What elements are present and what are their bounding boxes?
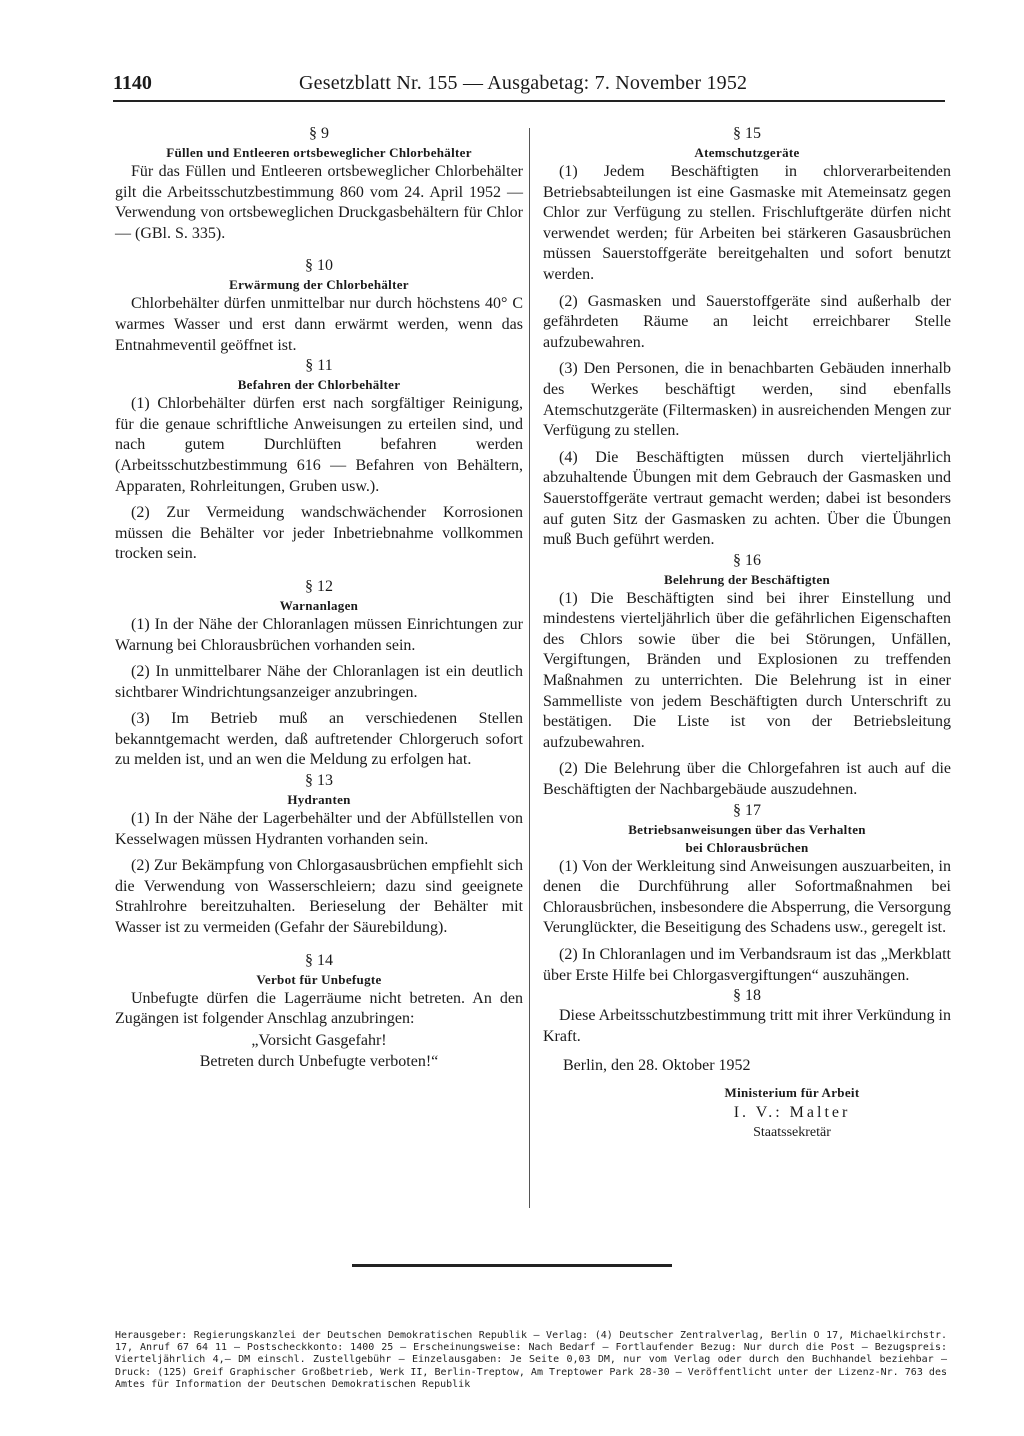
section-title: Erwärmung der Chlorbehälter: [229, 277, 409, 293]
section-18: [543, 986, 951, 1047]
paragraph: (2) In Chloranlagen und im Verbandsraum ist das „Merkblatt über Erste Hilfe bei Chlorgasvergiftungen“ auszuhängen.: [543, 946, 951, 984]
imprint-footer: Herausgeber: Regierungskanzlei der Deutschen Demokratischen Republik — Verlag: (4) Deutscher Zentralverlag, Berlin O 17, Michaelkirchstr. 17, Anruf 67 64 11 — Postscheckkonto: 1400 25 — Erscheinungsweise: Nach Bedarf — Fortlaufender Bezug: Nur durch die Post — Bezugspreis: Vierteljährlich 4,— DM einschl. Zustellgebühr — Einzelausgaben: Je Seite 0,03 DM, nur vom Verlag oder durch den Buchhandel beziehbar — Druck: (125) Greif Graphischer Großbetrieb, Werk II, Berlin-Treptow, Am Treptower Park 28-30 — Veröffentlicht unter der Lizenz-Nr. 763 des Amtes für Information der Deutschen Demokratischen Republik: [115, 1330, 947, 1390]
paragraph: (2) In unmittelbarer Nähe der Chloranlagen ist ein deutlich sichtbarer Windrichtungsanzeiger anzubringen.: [115, 663, 523, 701]
section-number: § 17: [733, 801, 761, 819]
running-head: Gesetzblatt Nr. 155 — Ausgabetag: 7. November 1952: [299, 72, 748, 94]
paragraph: (2) Gasmasken und Sauerstoffgeräte sind außerhalb der gefährdeten Räume an leicht erreichbarer Stelle aufzubewahren.: [543, 292, 951, 351]
section-number: § 11: [305, 357, 333, 375]
paragraph: Unbefugte dürfen die Lagerräume nicht betreten. An den Zugängen ist folgender Anschlag anzubringen:: [115, 989, 523, 1028]
paragraph: (2) Zur Vermeidung wandschwächender Korrosionen müssen die Behälter vor jeder Inbetriebnahme vollkommen trocken sein.: [115, 504, 523, 563]
section-number: § 14: [305, 951, 333, 969]
section-title: Belehrung der Beschäftigten: [663, 571, 831, 587]
paragraph: (1) Chlorbehälter dürfen erst nach sorgfältiger Reinigung, für die genaue schriftliche Anweisungen zu erteilen sind, und nach gutem Durchlüften befahren werden (Arbeitsschutzbestimmung 616 — Befahren von Behältern, Apparaten, Rohrleitungen, Gruben usw.).: [115, 395, 523, 495]
section-17: [543, 801, 951, 987]
section-title: bei Chlorausbrüchen: [685, 839, 809, 855]
section-9: [115, 124, 523, 244]
section-title: Befahren der Chlorbehälter: [237, 377, 401, 393]
paragraph: Chlorbehälter dürfen unmittelbar nur durch höchstens 40° C warmes Wasser und erst dann erwärmt werden, wenn das Entnahmeventil geöffnet ist.: [115, 295, 523, 354]
signature-title: Staatssekretär: [753, 1125, 831, 1141]
section-title: Atemschutzgeräte: [694, 145, 800, 160]
signature-place-date: Berlin, den 28. Oktober 1952: [563, 1057, 751, 1075]
section-number: § 13: [305, 772, 333, 790]
paragraph: (1) Die Beschäftigten sind bei ihrer Einstellung und mindestens vierteljährlich über die gefährlichen Eigenschaften des Chlors sowie über die bei Störungen, Unfällen, Vergiftungen, Bränden und Explosionen zu treffenden Maßnahmen zu unterrichten. Die Belehrung ist in einer Sammelliste von jedem Beschäftigten durch Unterschrift zu bestätigen. Die Liste ist von der Betriebsleitung aufzubewahren.: [543, 589, 951, 751]
section-number: § 18: [733, 987, 761, 1005]
section-number: § 9: [309, 125, 329, 142]
paragraph: (2) Die Belehrung über die Chlorgefahren ist auch auf die Beschäftigten der Nachbargebäude auszudehnen.: [543, 760, 951, 799]
paragraph: (2) Zur Bekämpfung von Chlorgasausbrüchen empfiehlt sich die Verwendung von Wasserschleiern; dazu sind geeignete Strahlrohre bereitzuhalten. Berieselung der Behälter mit Wasser ist zu vermeiden (Gefahr der Säurebildung).: [115, 857, 523, 937]
signature-organization: Ministerium für Arbeit: [724, 1085, 860, 1101]
paragraph: (1) Jedem Beschäftigten in chlorverarbeitenden Betriebsabteilungen ist eine Gasmaske mit Atemeinsatz gegen Chlor zur Verfügung zu stellen. Frischluftgeräte dürfen nicht verwendet werden; für Arbeiten bei stärkeren Gasausbrüchen müssen Sauerstoffgeräte bereitgehalten und sofort benutzt werden.: [543, 163, 951, 283]
page-header: [113, 70, 945, 102]
section-title: Warnanlagen: [279, 597, 359, 613]
right-column: [543, 124, 951, 1143]
page-number: 1140: [113, 72, 152, 94]
end-rule: [352, 1264, 672, 1267]
left-column: [115, 124, 523, 1072]
section-number: § 16: [733, 551, 761, 569]
paragraph: Für das Füllen und Entleeren ortsbeweglicher Chlorbehälter gilt die Arbeitsschutzbestimmung 860 vom 24. April 1952 — Verwendung von ortsbeweglichen Druckgasbehältern für Chlor — (GBl. S. 335).: [115, 163, 523, 242]
signature-name: I. V.: Malter: [733, 1104, 851, 1122]
paragraph: (1) In der Nähe der Lagerbehälter und der Abfüllstellen von Kesselwagen müssen Hydranten vorhanden sein.: [115, 810, 523, 848]
paragraph: Diese Arbeitsschutzbestimmung tritt mit ihrer Verkündung in Kraft.: [543, 1007, 951, 1045]
section-number: § 12: [305, 577, 333, 595]
section-14: [115, 951, 523, 1072]
section-10: [115, 256, 523, 356]
paragraph: (1) Von der Werkleitung sind Anweisungen auszuarbeiten, in denen die Durchführung aller Sofortmaßnahmen bei Chlorausbrüchen, insbesondere die Absperrung, die Versorgung Verunglückter, die Beseitigung des Schadens usw., geregelt ist.: [543, 857, 951, 937]
section-title: Hydranten: [287, 792, 351, 808]
column-divider: [529, 128, 530, 1208]
notice-line: „Vorsicht Gasgefahr!: [251, 1031, 387, 1049]
section-13: [115, 771, 523, 939]
notice-line: Betreten durch Unbefugte verboten!“: [199, 1052, 439, 1070]
paragraph: (1) In der Nähe der Chloranlagen müssen Einrichtungen zur Warnung bei Chlorausbrüchen vorhanden sein.: [115, 615, 523, 654]
section-number: § 15: [733, 125, 761, 142]
paragraph: (3) Den Personen, die in benachbarten Gebäuden innerhalb des Werkes beschäftigt werden, sind ebenfalls Atemschutzgeräte (Filtermasken) in ausreichenden Mengen zur Verfügung zu stellen.: [543, 360, 951, 440]
section-12: [115, 577, 523, 771]
section-title: Verbot für Unbefugte: [256, 971, 382, 987]
section-11: [115, 356, 523, 565]
section-number: § 10: [305, 257, 333, 275]
section-15: [543, 124, 951, 551]
section-title: Füllen und Entleeren ortsbeweglicher Chlorbehälter: [166, 145, 472, 160]
section-title: Betriebsanweisungen über das Verhalten: [628, 821, 866, 837]
paragraph: (3) Im Betrieb muß an verschiedenen Stellen bekanntgemacht werden, daß auftretender Chlorgeruch sofort zu melden ist, und an wen die Meldung zu erfolgen hat.: [115, 710, 523, 769]
paragraph: (4) Die Beschäftigten müssen durch vierteljährlich abzuhaltende Übungen mit dem Gebrauch der Gasmasken und Sauerstoffgeräte vertraut gemacht werden; dabei ist besonders auf guten Sitz der Gasmasken zu achten. Über die Übungen muß Buch geführt werden.: [543, 448, 951, 549]
section-16: [543, 551, 951, 801]
